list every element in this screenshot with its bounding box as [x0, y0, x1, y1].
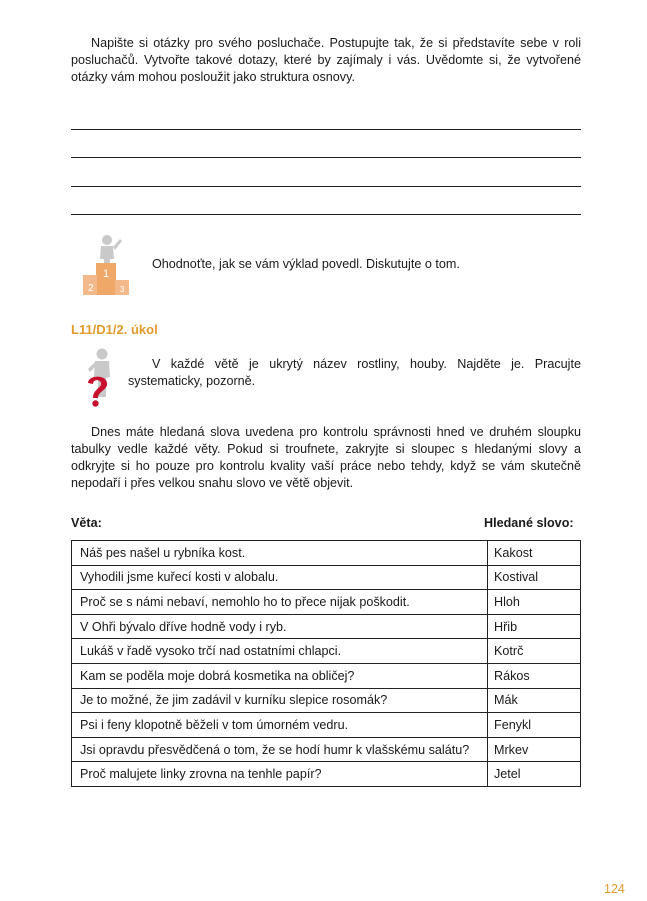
intro-paragraph: Napište si otázky pro svého posluchače. Postupujte tak, že si představíte sebe v roli posluchačů. Vytvořte takové dotazy, které by zajímaly i vás. Uvědomte si, že vytvořené otázky vám mohou posloužit jako struktura osnovy. — [71, 36, 581, 84]
sentence-cell: Kam se poděla moje dobrá kosmetika na obličej? — [72, 663, 488, 688]
table-row — [72, 688, 581, 713]
word-cell: Hřib — [488, 614, 581, 639]
question-instruction: V každé větě je ukrytý název rostliny, houby. Najděte je. Pracujte systematicky, pozorně. — [128, 357, 581, 388]
table-row — [72, 713, 581, 738]
table-row — [72, 737, 581, 762]
table-row — [72, 762, 581, 787]
sentence-cell: V Ohři bývalo dříve hodně vody i ryb. — [72, 614, 488, 639]
word-cell: Fenykl — [488, 713, 581, 738]
answer-line — [71, 157, 581, 158]
word-cell: Mrkev — [488, 737, 581, 762]
podium-place-1: 1 — [103, 268, 110, 280]
table-row — [72, 614, 581, 639]
word-cell: Rákos — [488, 663, 581, 688]
task-heading: L11/D1/2. úkol — [71, 322, 158, 337]
column-label-word: Hledané slovo: — [484, 516, 574, 530]
table-row — [72, 565, 581, 590]
podium-instruction: Ohodnoťte, jak se vám výklad povedl. Diskutujte o tom. — [152, 257, 460, 271]
podium-place-3: 3 — [120, 285, 125, 294]
answer-line — [71, 129, 581, 130]
sentence-cell: Proč se s námi nebaví, nemohlo ho to přece nijak poškodit. — [72, 590, 488, 615]
word-cell: Mák — [488, 688, 581, 713]
table-row — [72, 663, 581, 688]
sentence-cell: Proč malujete linky zrovna na tenhle papír? — [72, 762, 488, 787]
podium-icon — [80, 233, 132, 297]
answer-line — [71, 214, 581, 215]
sentence-cell: Jsi opravdu přesvědčená o tom, že se hodí humr k vlašskému salátu? — [72, 737, 488, 762]
sentence-cell: Náš pes našel u rybníka kost. — [72, 541, 488, 566]
podium-place-2: 2 — [88, 283, 94, 294]
table-row — [72, 639, 581, 664]
sentence-cell: Psi i feny klopotně běželi v tom úmorném vedru. — [72, 713, 488, 738]
question-mark-figure-icon — [80, 347, 122, 409]
word-cell: Kakost — [488, 541, 581, 566]
answer-line — [71, 186, 581, 187]
explanation-paragraph: Dnes máte hledaná slova uvedena pro kontrolu správnosti hned ve druhém sloupku tabulky vedle každé věty. Pokud si troufnete, zakryjte si sloupec s hledanými slovy a odkryjte si ho pouze pro kontrolu kvality vaší práce nebo tehdy, když se vám skutečně nepodaří i přes velkou snahu slovo ve větě objevit. — [71, 425, 581, 490]
page-number: 124 — [604, 882, 625, 896]
word-cell: Hloh — [488, 590, 581, 615]
sentence-cell: Je to možné, že jim zadávil v kurníku slepice rosomák? — [72, 688, 488, 713]
sentence-table — [71, 540, 581, 787]
sentence-cell: Vyhodili jsme kuřecí kosti v alobalu. — [72, 565, 488, 590]
table-row — [72, 590, 581, 615]
word-cell: Jetel — [488, 762, 581, 787]
word-cell: Kotrč — [488, 639, 581, 664]
word-cell: Kostival — [488, 565, 581, 590]
column-label-sentence: Věta: — [71, 516, 102, 530]
sentence-cell: Lukáš v řadě vysoko trčí nad ostatními chlapci. — [72, 639, 488, 664]
table-row — [72, 541, 581, 566]
